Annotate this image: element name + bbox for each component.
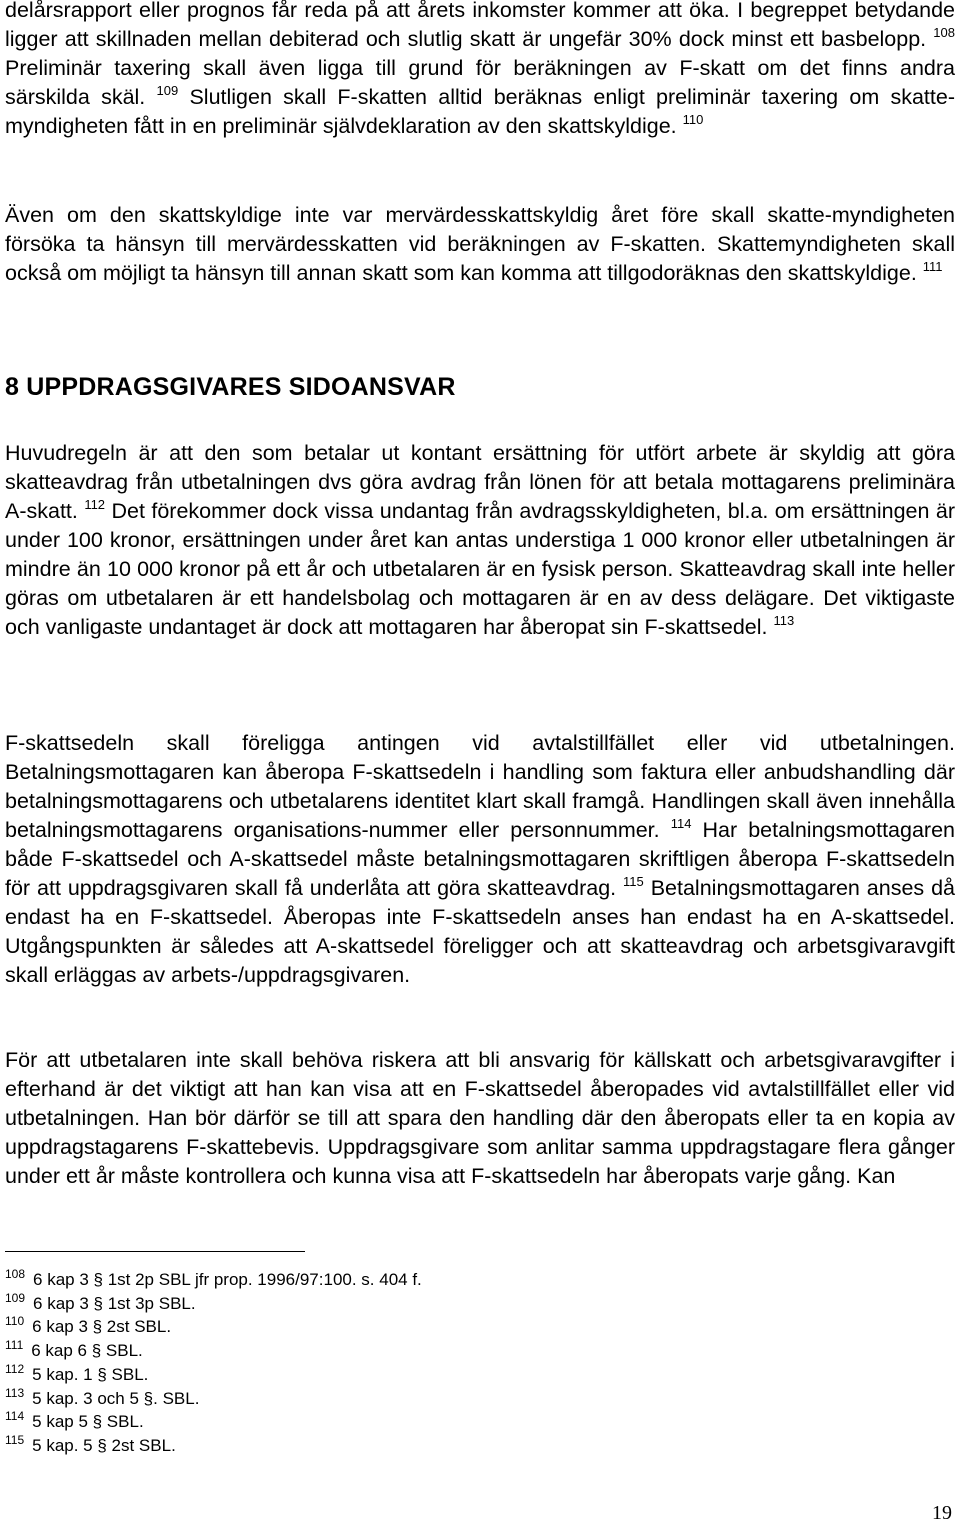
footnote-item (5, 1410, 605, 1434)
footnote-reference[interactable]: 108 (933, 25, 955, 40)
paragraph-text: För att utbetalaren inte skall behöva riskera att bli ansvarig för källskatt och arbetsgivaravgifter i efterhand är det viktigt att han kan visa att en F-skattsedel åberopades vid avtalstillfället eller vid utbetalningen. Han bör därför se till att spara den handling där den åberopats eller ta en kopia av uppdragstagarens F-skattebevis. Uppdragsgivare som anlitar samma uppdragstagare flera gånger under ett år måste kontrollera och kunna visa att F-skattsedeln har åberopats varje gång. Kan (5, 1048, 955, 1188)
paragraph-text: F-skattsedeln skall föreligga antingen vid avtalstillfället eller vid utbetalningen. Betalningsmottagaren kan åberopa F-skattsedeln i handling som faktura eller anbudshandling där betalningsmottagarens och utbetalarens identitet klart skall framgå. Handlingen skall även innehålla betalningsmottagarens organisations-nummer eller personnummer. (5, 731, 955, 842)
footnote-number: 108 (5, 1267, 26, 1281)
footnote-number: 112 (5, 1361, 25, 1376)
footnote-list (5, 1268, 605, 1458)
footnote-item (5, 1387, 605, 1411)
footnote-text: 6 kap 3 § 1st 2p SBL jfr prop. 1996/97:100. s. 404 f. (33, 1270, 422, 1289)
footnote-item (5, 1268, 605, 1292)
paragraph-text: Även om den skattskyldige inte var mervärdesskattskyldig året före skall skatte-myndigheten försöka ta hänsyn till mervärdesskatten vid beräkningen av F-skatten. Skattemyndigheten skall också om möjligt ta hänsyn till annan skatt som kan komma att tillgodoräknas den skattskyldige. (5, 203, 955, 285)
footnote-reference[interactable]: 115 (623, 874, 644, 889)
footnote-number: 111 (5, 1338, 24, 1353)
footnote-item (5, 1339, 605, 1363)
footnote-item (5, 1292, 605, 1316)
footnote-text: 5 kap. 3 och 5 §. SBL. (32, 1388, 200, 1408)
footnote-reference[interactable]: 111 (922, 259, 943, 274)
footnote-text: 5 kap. 5 § 2st SBL. (32, 1435, 176, 1455)
footnote-item (5, 1363, 605, 1387)
body-paragraph (5, 1046, 955, 1191)
paragraph-text: delårsrapport eller prognos får reda på att årets inkomster kommer att öka. I begreppet betydande ligger att skillnaden mellan debiterad och slutlig skatt är ungefär 30% dock minst ett basbelopp. (5, 0, 955, 51)
body-paragraph (5, 439, 955, 642)
footnote-reference[interactable]: 109 (156, 83, 179, 98)
paragraph-text: Har betalningsmottagaren både F-skattsedel och A-skattsedel måste betalningsmottagaren skriftligen åberopa F-skattsedeln för att uppdragsgivaren skall få underlåta att göra skatteavdrag. (5, 818, 955, 900)
footnote-reference[interactable]: 114 (670, 816, 692, 831)
body-paragraph (5, 0, 955, 141)
footnote-number: 110 (5, 1314, 25, 1329)
footnote-number: 114 (5, 1409, 25, 1424)
footnote-text: 5 kap. 1 § SBL. (32, 1364, 149, 1384)
footnote-reference[interactable]: 110 (682, 112, 704, 127)
footnote-number: 109 (5, 1290, 26, 1305)
footnote-text: 6 kap 3 § 2st SBL. (32, 1317, 172, 1337)
paragraph-text: Betalningsmottagaren anses då endast ha en F-skattsedel. Åberopas inte F-skattsedeln anses han endast ha en A-skattsedel. Utgångspunkten är således att A-skattsedel föreligger och att skatteavdrag och arbetsgivaravgift skall erläggas av arbets-/uppdragsgivaren. (5, 876, 955, 987)
footnote-separator (5, 1251, 305, 1252)
paragraph-text: Slutligen skall F-skatten alltid beräknas enligt preliminär taxering om skatte-myndigheten fått in en preliminär självdeklaration av den skattskyldige. (5, 85, 955, 138)
footnote-item (5, 1434, 605, 1458)
footnote-text: 6 kap 3 § 1st 3p SBL. (33, 1293, 196, 1313)
body-paragraph (5, 201, 955, 288)
paragraph-text: Preliminär taxering skall även ligga till grund för beräkningen av F-skatt om det finns andra särskilda skäl. (5, 56, 955, 109)
footnote-text: 5 kap 5 § SBL. (32, 1412, 144, 1432)
paragraph-text: Det förekommer dock vissa undantag från avdragsskyldigheten, bl.a. om ersättningen är under 100 kronor, ersättningen under året kan antas understiga 1 000 kronor eller utbetalningen är mindre än 10 000 kronor på ett år och utbetalaren är en fysisk person. Skatteavdrag skall inte heller göras om utbetalaren är ett handelsbolag och mottagaren är en av dess delägare. Det viktigaste och vanligaste undantaget är dock att mottagaren har åberopat sin F-skattsedel. (5, 499, 955, 639)
footnote-number: 113 (5, 1385, 25, 1400)
section-heading: 8 UPPDRAGSGIVARES SIDOANSVAR (5, 373, 456, 401)
footnote-item (5, 1315, 605, 1339)
footnote-reference[interactable]: 113 (773, 613, 795, 628)
page-number: 19 (932, 1502, 952, 1524)
footnote-text: 6 kap 6 § SBL. (31, 1341, 143, 1361)
footnote-reference[interactable]: 112 (84, 497, 106, 512)
body-paragraph (5, 729, 955, 990)
footnote-number: 115 (5, 1432, 25, 1447)
paragraph-text: Huvudregeln är att den som betalar ut kontant ersättning för utfört arbete är skyldig att göra skatteavdrag från utbetalningen dvs göra avdrag från lönen för att betala mottagarens preliminära A-skatt. (5, 441, 955, 523)
